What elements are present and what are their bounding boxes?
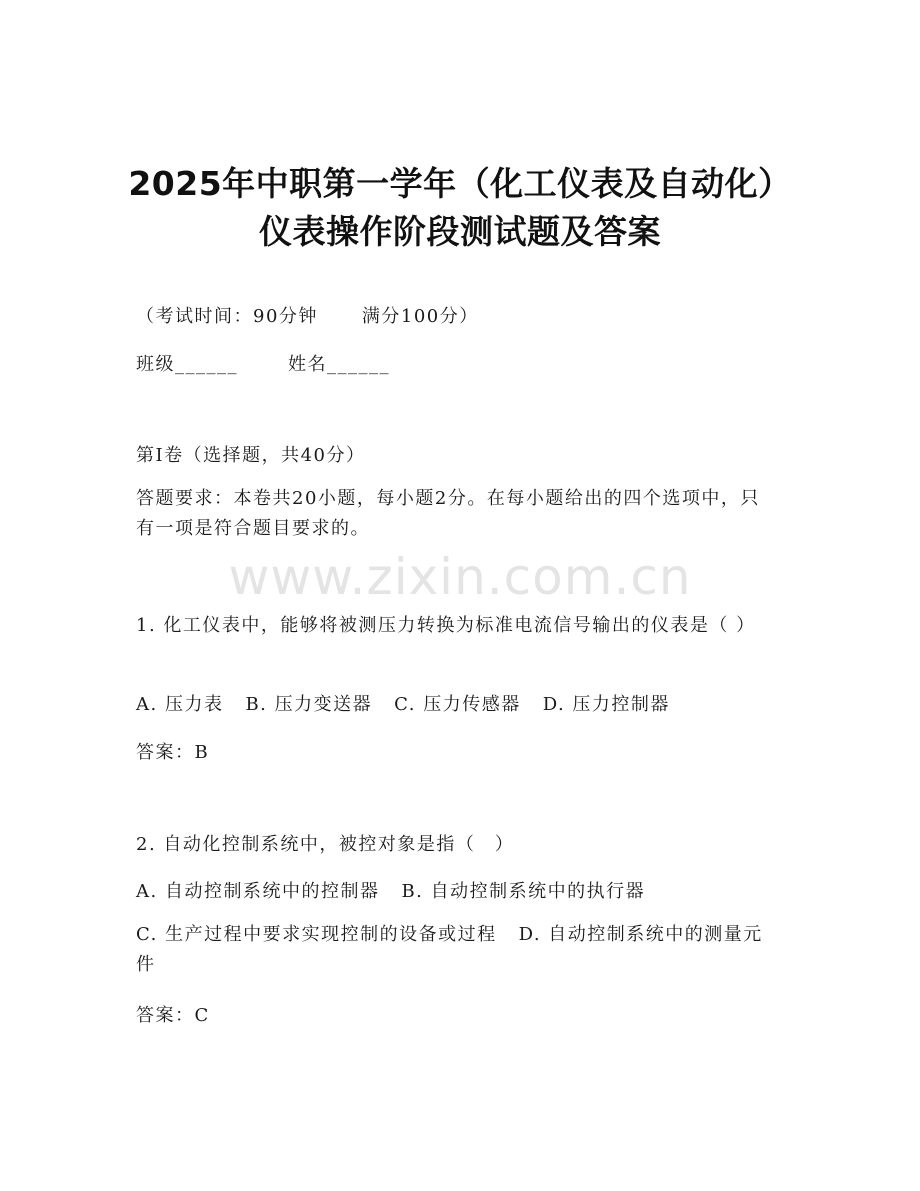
question-2-stem: 2. 自动化控制系统中，被控对象是指（ ）	[136, 834, 515, 855]
question-1-answer: 答案：B	[136, 742, 210, 763]
question-2-options-row-1	[136, 877, 645, 903]
question-1-stem: 1. 化工仪表中，能够将被测压力转换为标准电流信号输出的仪表是（ ）	[136, 615, 756, 636]
section-heading: 第I卷（选择题，共40分）	[136, 445, 366, 466]
watermark: www.zixin.com.cn	[228, 548, 692, 606]
question-2-answer: 答案：C	[136, 1005, 210, 1026]
exam-total-score: 满分100分）	[361, 306, 479, 327]
question-1-option-c: C. 压力传感器	[394, 694, 521, 715]
question-2-option-c: C. 生产过程中要求实现控制的设备或过程	[136, 924, 497, 945]
student-info	[136, 350, 390, 376]
exam-time: （考试时间：90分钟	[136, 306, 318, 327]
question-1-options	[136, 690, 670, 716]
question-2-option-d: D. 自动控制系统中的测量元件	[136, 924, 763, 975]
name-field: 姓名______	[288, 354, 390, 375]
question-2-option-b: B. 自动控制系统中的执行器	[401, 881, 646, 902]
question-1-option-d: D. 压力控制器	[542, 694, 670, 715]
exam-info	[136, 302, 479, 328]
document-title-line-1: 2025年中职第一学年（化工仪表及自动化）	[128, 164, 792, 203]
document-title-line-2: 仪表操作阶段测试题及答案	[259, 212, 661, 251]
instructions: 答题要求：本卷共20小题，每小题2分。在每小题给出的四个选项中，只有一项是符合题目要求的。	[136, 488, 760, 539]
question-2-options-row-2	[136, 920, 776, 980]
question-1-option-a: A. 压力表	[136, 694, 224, 715]
class-field: 班级______	[136, 354, 238, 375]
question-1-option-b: B. 压力变送器	[245, 694, 373, 715]
question-2-option-a: A. 自动控制系统中的控制器	[136, 881, 380, 902]
